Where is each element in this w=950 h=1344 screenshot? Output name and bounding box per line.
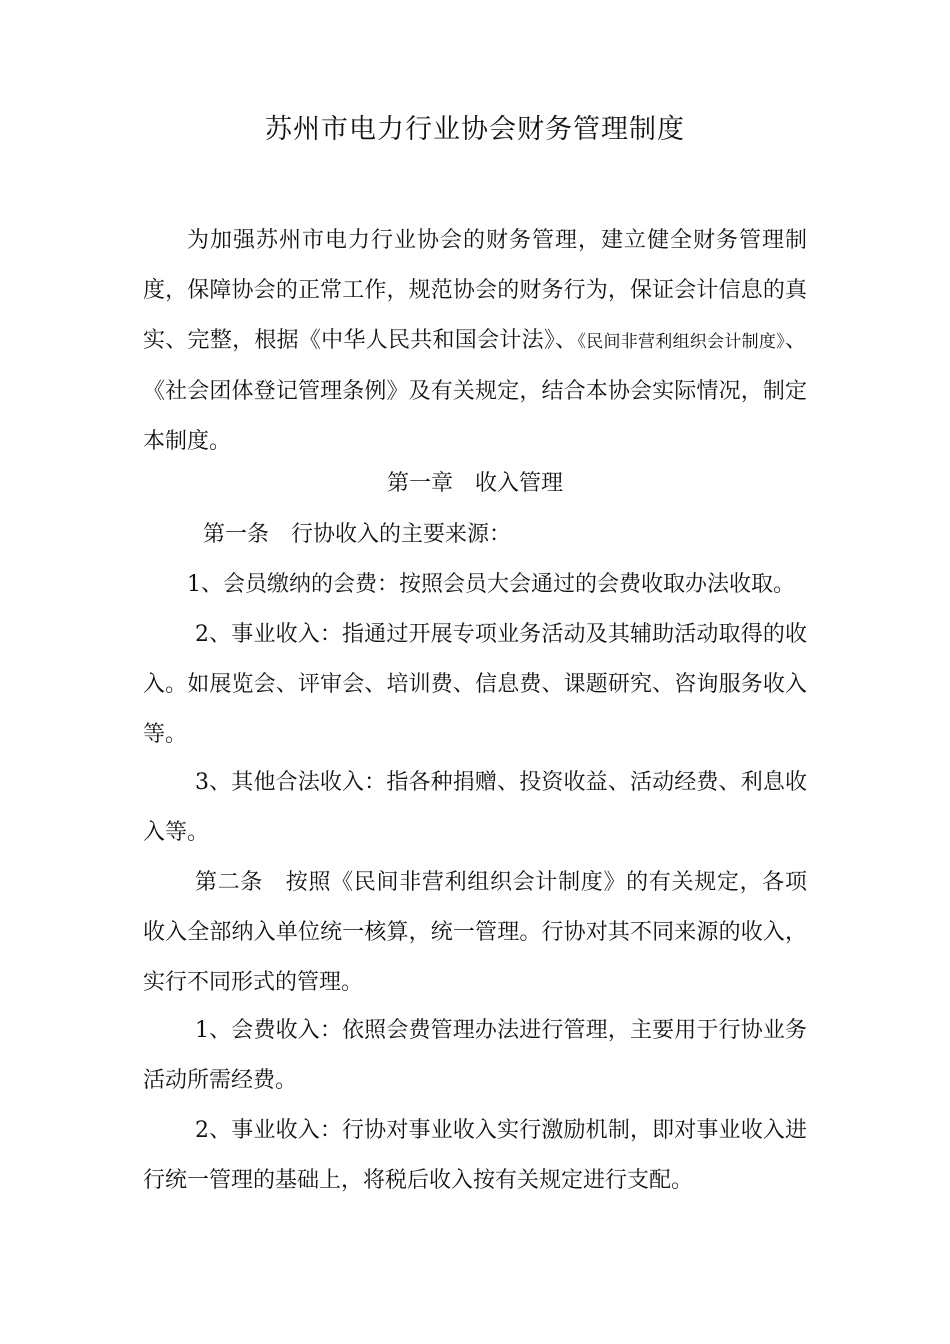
article-1-item-2: 2、事业收入：指通过开展专项业务活动及其辅助活动取得的收入。如展览会、评审会、培训费、信息费、课题研究、咨询服务收入等。	[143, 622, 807, 747]
intro-text-part-1: 为加强苏州市电力行业协会的财务管理，建立健全财务管理制度，保障协会的正常工作，规范协会的财务行为，保证会计信息的真实、完整，根据《中华人民共和国会计法》、	[143, 228, 807, 353]
article-1-item-1: 1、会员缴纳的会费：按照会员大会通过的会费收取办法收取。	[187, 572, 795, 597]
intro-text-part-2: 、《社会团体登记管理条例》及有关规定，结合本协会实际情况，制定本制度。	[143, 328, 807, 454]
article-1-heading: 第一条 行协收入的主要来源：	[203, 522, 512, 547]
document-title: 苏州市电力行业协会财务管理制度	[265, 114, 685, 145]
article-2-item-2: 2、事业收入：行协对事业收入实行激励机制，即对事业收入进行统一管理的基础上，将税后收入按有关规定进行支配。	[143, 1118, 807, 1193]
article-2-paragraph: 第二条 按照《民间非营利组织会计制度》的有关规定，各项收入全部纳入单位统一核算，统一管理。行协对其不同来源的收入，实行不同形式的管理。	[143, 870, 807, 995]
intro-paragraph	[143, 216, 807, 467]
chapter-heading: 第一章 收入管理	[386, 471, 563, 496]
article-2-item-1: 1、会费收入：依照会费管理办法进行管理，主要用于行协业务活动所需经费。	[143, 1018, 807, 1093]
intro-text-small: 《民间非营利组织会计制度》	[577, 332, 785, 352]
article-1-item-3: 3、其他合法收入：指各种捐赠、投资收益、活动经费、利息收入等。	[143, 770, 807, 845]
